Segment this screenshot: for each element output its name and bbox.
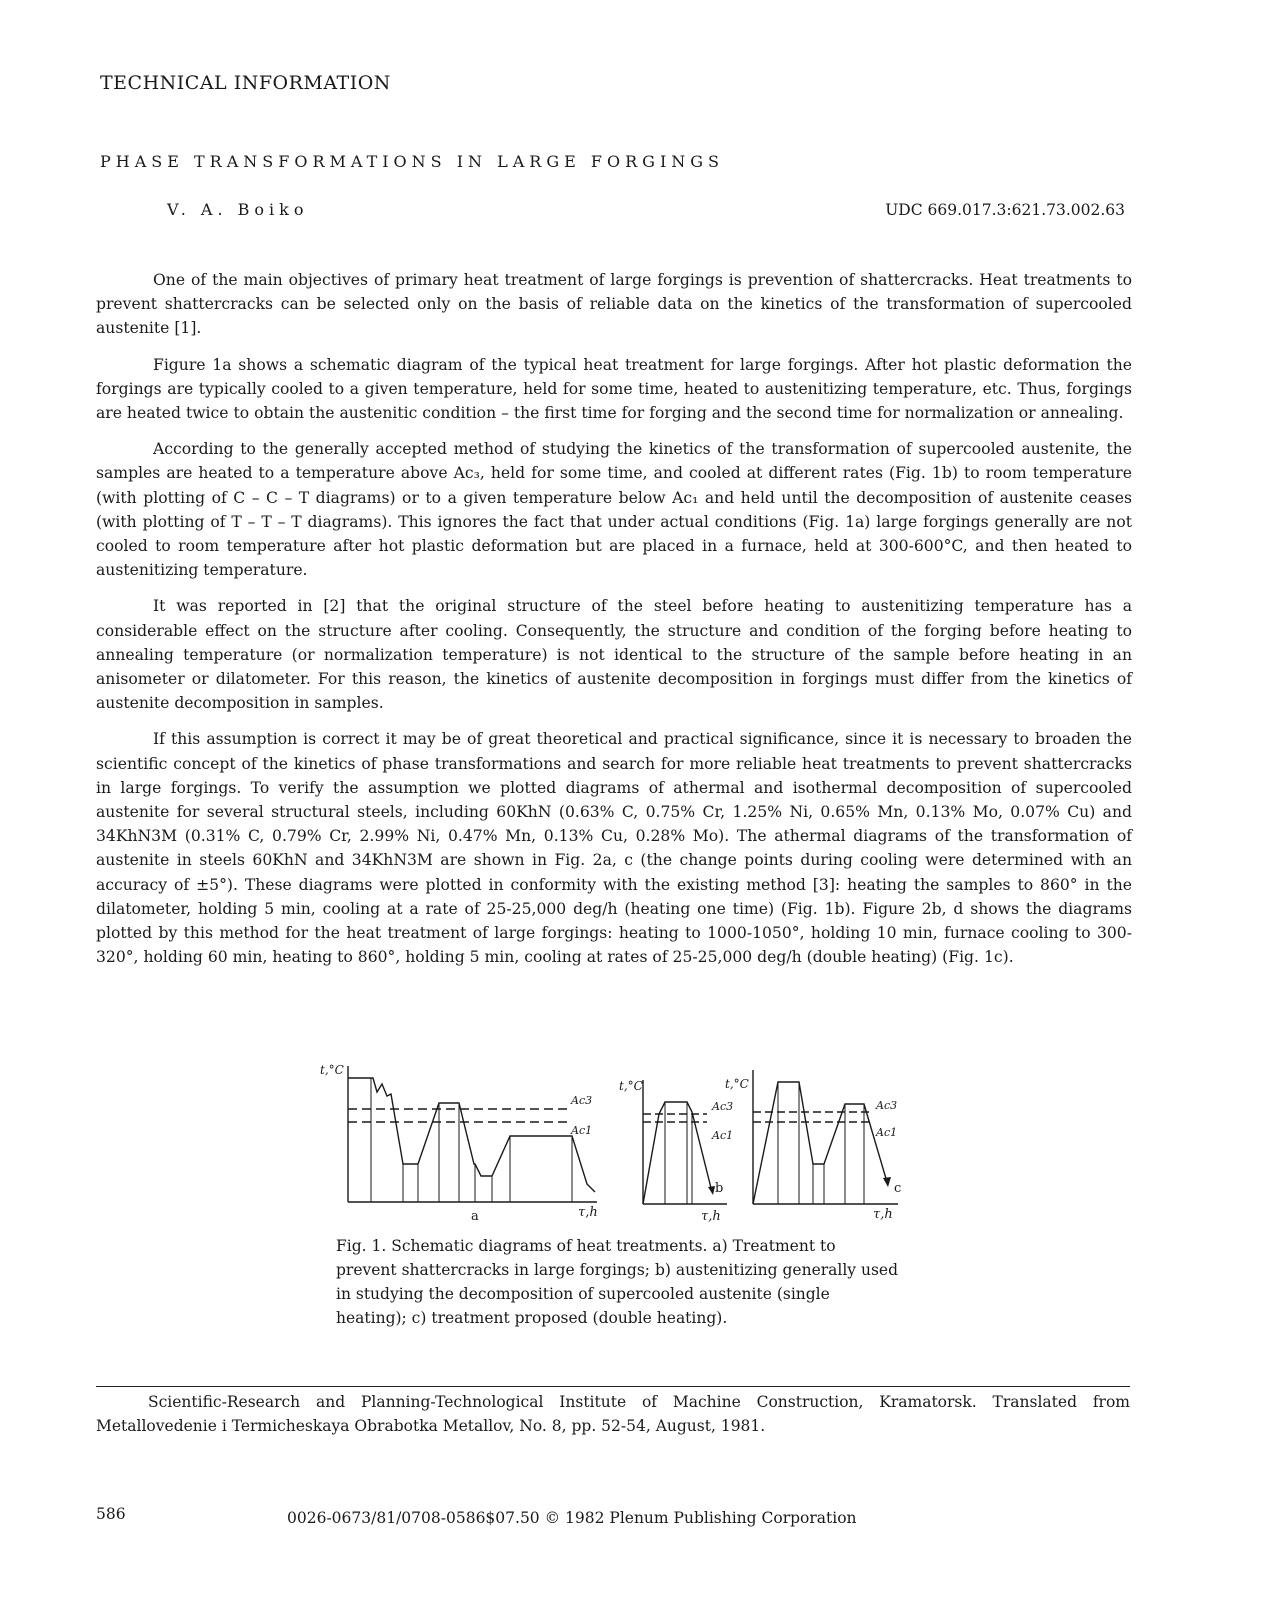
copyright-line: 0026-0673/81/0708-0586$07.50 © 1982 Plenum Publishing Corporation: [287, 1509, 857, 1527]
axis-label-t-b: t,°C: [619, 1079, 643, 1093]
footnote: Scientific-Research and Planning-Technological Institute of Machine Construction, Kramatorsk. Translated from Metallovedenie i Termicheskaya Obrabotka Metallov, No. 8, pp. 52-54, August, 1981.: [96, 1393, 1130, 1435]
figure-1-diagrams: [315, 1054, 915, 1234]
label-ac1-c: Ac1: [876, 1126, 898, 1139]
arrow-head-c: [883, 1177, 891, 1187]
axis-label-tau-b: τ,h: [701, 1209, 721, 1224]
axis-label-t-c: t,°C: [725, 1077, 749, 1091]
footnote-divider: [96, 1386, 1130, 1387]
paragraph-1: One of the main objectives of primary heat treatment of large forgings is prevention of shattercracks. Heat treatments to prevent shattercracks can be selected only on the basis of reliable data on the kinetics of the transformation of supercooled austenite [1].: [96, 271, 1132, 338]
label-ac1-b: Ac1: [712, 1129, 734, 1142]
label-ac3-c: Ac3: [876, 1099, 898, 1112]
axis-label-tau-a: τ,h: [578, 1205, 598, 1220]
panel-label-c: c: [894, 1181, 902, 1196]
arrow-head-b: [708, 1186, 715, 1195]
paragraph-5: If this assumption is correct it may be of great theoretical and practical significance, since it is necessary to broaden the scientific concept of the kinetics of phase transformations and search for more reliable heat treatments to prevent shattercracks in large forgings. To verify the assumption we plotted diagrams of athermal and isothermal decomposition of supercooled austenite for several structural steels, including 60KhN (0.63% C, 0.75% Cr, 1.25% Ni, 0.65% Mn, 0.13% Mo, 0.07% Cu) and 34KhN3M (0.31% C, 0.79% Cr, 2.99% Ni, 0.47% Mn, 0.13% Cu, 0.28% Mo). The athermal diagrams of the transformation of austenite in steels 60KhN and 34KhN3M are shown in Fig. 2a, c (the change points during cooling were determined with an accuracy of ±5°). These diagrams were plotted in conformity with the existing method [3]: heating the samples to 860° in the dilatometer, holding 5 min, cooling at a rate of 25-25,000 deg/h (heating one time) (Fig. 1b). Figure 2b, d shows the diagrams plotted by this method for the heat treatment of large forgings: heating to 1000-1050°, holding 10 min, furnace cooling to 300-320°, holding 60 min, heating to 860°, holding 5 min, cooling at rates of 25-25,000 deg/h (double heating) (Fig. 1c).: [96, 730, 1132, 967]
section-label: TECHNICAL INFORMATION: [100, 72, 391, 94]
page-number: 586: [96, 1505, 126, 1523]
udc-code: UDC 669.017.3:621.73.002.63: [885, 201, 1125, 219]
paragraph-3: According to the generally accepted method of studying the kinetics of the transformation of supercooled austenite, the samples are heated to a temperature above Ac₃, held for some time, and cooled at different rates (Fig. 1b) to room temperature (with plotting of C – C – T diagrams) or to a given temperature below Ac₁ and held until the decomposition of austenite ceases (with plotting of T – T – T diagrams). This ignores the fact that under actual conditions (Fig. 1a) large forgings generally are not cooled to room temperature after hot plastic deformation but are placed in a furnace, held at 300-600°C, and then heated to austenitizing temperature.: [96, 440, 1132, 580]
label-ac1-a: Ac1: [571, 1124, 593, 1137]
label-ac3-b: Ac3: [712, 1100, 734, 1113]
panel-a-diagram: [348, 1066, 597, 1202]
paragraph-4: It was reported in [2] that the original structure of the steel before heating to austenitizing temperature has a considerable effect on the structure after cooling. Consequently, the structure and condition of the forging before heating to annealing temperature (or normalization temperature) is not identical to the structure of the sample before heating in an anisometer or dilatometer. For this reason, the kinetics of austenite decomposition in forgings must differ from the kinetics of austenite decomposition in samples.: [96, 597, 1132, 713]
article-body: [96, 268, 1132, 981]
label-ac3-a: Ac3: [571, 1094, 593, 1107]
axis-label-t-a: t,°C: [320, 1063, 344, 1077]
panel-label-b: b: [715, 1181, 724, 1196]
panel-label-a: a: [471, 1209, 479, 1224]
author: V. A. Boiko: [167, 200, 309, 219]
article-title: PHASE TRANSFORMATIONS IN LARGE FORGINGS: [100, 152, 725, 171]
figure-caption: Fig. 1. Schematic diagrams of heat treatments. a) Treatment to prevent shattercracks in large forgings; b) austenitizing generally used in studying the decomposition of supercooled austenite (single heating); c) treatment proposed (double heating).: [336, 1237, 899, 1327]
axis-label-tau-c: τ,h: [873, 1207, 893, 1222]
paragraph-2: Figure 1a shows a schematic diagram of the typical heat treatment for large forgings. After hot plastic deformation the forgings are typically cooled to a given temperature, held for some time, heated to austenitizing temperature, etc. Thus, forgings are heated twice to obtain the austenitic condition – the first time for forging and the second time for normalization or annealing.: [96, 355, 1132, 423]
